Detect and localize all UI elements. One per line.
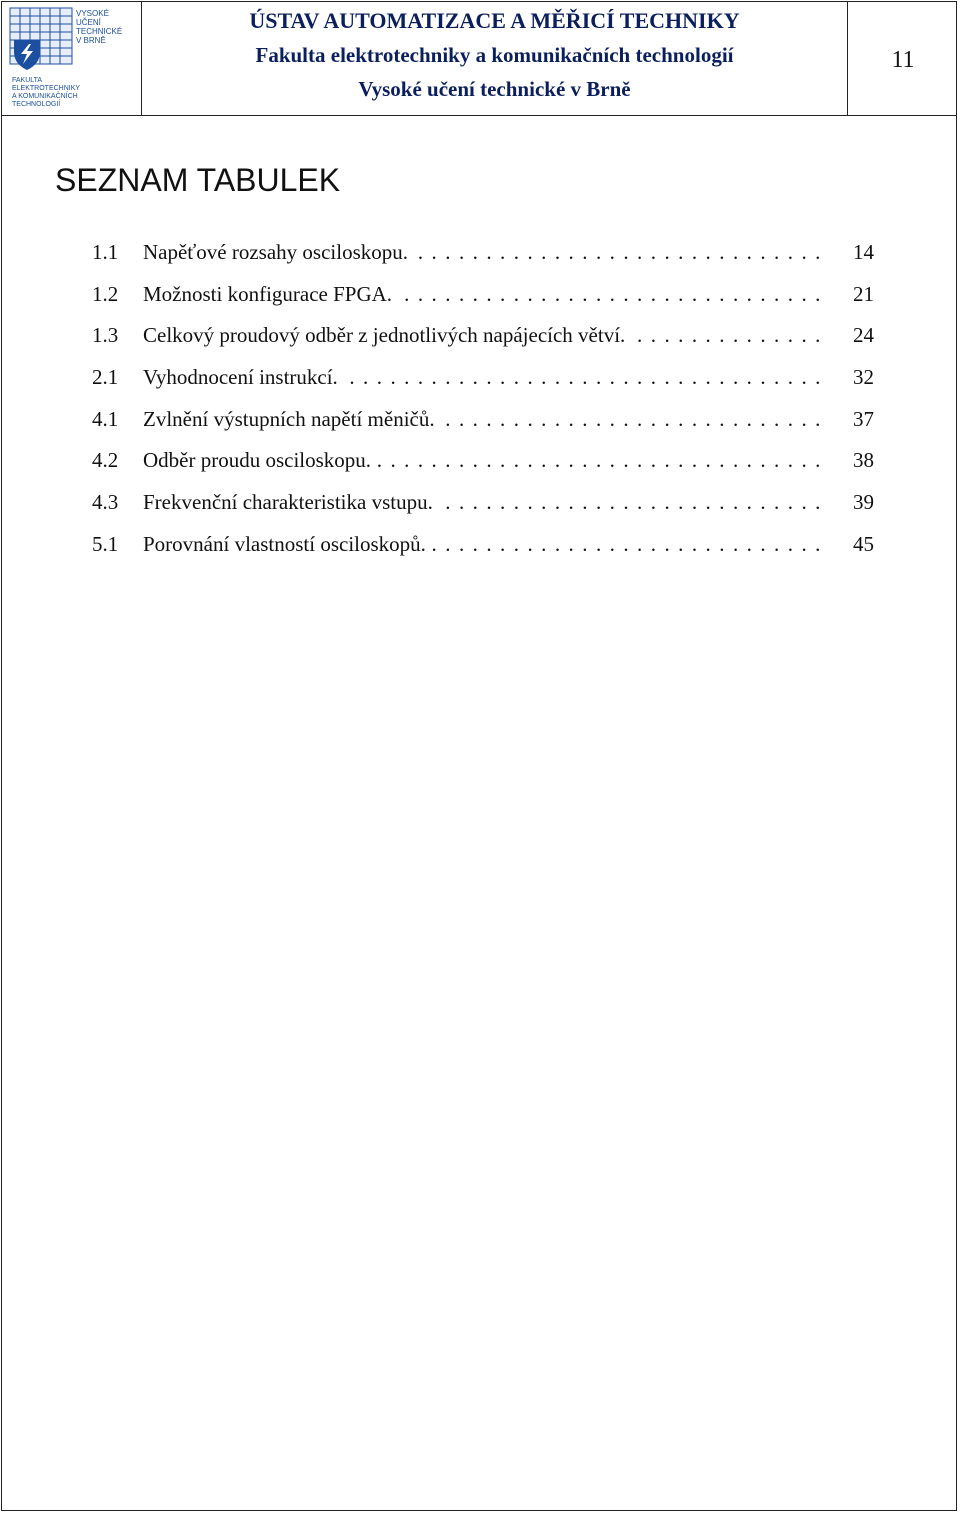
toc-entry[interactable]: [92, 360, 874, 402]
page-number-cell: [848, 2, 958, 115]
faculty-name: Fakulta elektrotechniky a komunikačních technologií: [255, 43, 734, 67]
toc-entry-title: Napěťové rozsahy osciloskopu.: [143, 240, 412, 264]
toc-entry-title: Celkový proudový odběr z jednotlivých napájecích větví.: [143, 323, 629, 347]
toc-entry-page: 37: [853, 406, 874, 431]
toc-entry-title: Zvlnění výstupních napětí měničů.: [143, 407, 439, 431]
toc-entry-leader: [143, 277, 822, 311]
page-number: 11: [891, 47, 915, 73]
page-header: [2, 2, 956, 116]
university-name: Vysoké učení technické v Brně: [358, 77, 631, 101]
toc-entry-number: 4.2: [92, 448, 119, 473]
toc-entry-title: Frekvenční charakteristika vstupu.: [143, 490, 437, 514]
svg-text:A KOMUNIKAČNÍCH: A KOMUNIKAČNÍCH: [12, 93, 78, 100]
vut-feec-logo-icon: [2, 2, 141, 115]
toc-entry-number: 1.3: [92, 323, 119, 348]
list-of-tables: [92, 235, 874, 569]
toc-entry-leader: [143, 527, 822, 561]
toc-entry-number: 4.1: [92, 406, 119, 431]
toc-entry-leader: [143, 443, 822, 477]
toc-entry-title: Možnosti konfigurace FPGA.: [143, 282, 396, 306]
toc-entry-page: 39: [853, 490, 874, 515]
toc-entry[interactable]: [92, 318, 874, 360]
toc-entry-number: 2.1: [92, 365, 119, 390]
toc-entry-title: Porovnání vlastností osciloskopů.: [143, 532, 430, 556]
svg-text:V BRNĚ: V BRNĚ: [76, 36, 106, 45]
toc-entry[interactable]: [92, 485, 874, 527]
toc-entry-page: 24: [853, 323, 874, 348]
page-title: SEZNAM TABULEK: [55, 162, 341, 198]
toc-entry-leader: [143, 485, 822, 519]
institute-name: ÚSTAV AUTOMATIZACE A MĚŘICÍ TECHNIKY: [249, 8, 740, 33]
toc-entry[interactable]: [92, 235, 874, 277]
toc-entry[interactable]: [92, 527, 874, 569]
toc-entry-page: 14: [853, 240, 874, 264]
svg-text:FAKULTA: FAKULTA: [12, 77, 43, 84]
toc-entry-title: Odběr proudu osciloskopu.: [143, 448, 375, 472]
toc-entry-number: 4.3: [92, 490, 119, 515]
toc-entry-page: 45: [853, 531, 874, 556]
toc-entry-page: 21: [853, 281, 874, 306]
toc-entry-leader: [143, 402, 822, 436]
toc-entry-leader: [143, 318, 822, 352]
document-page: [1, 1, 957, 1511]
svg-text:ELEKTROTECHNIKY: ELEKTROTECHNIKY: [12, 85, 81, 92]
toc-entry[interactable]: [92, 443, 874, 485]
svg-text:UČENÍ: UČENÍ: [76, 18, 101, 27]
toc-entry-leader: [143, 235, 822, 269]
toc-entry-number: 1.1: [92, 240, 119, 264]
logo-cell: [2, 2, 142, 115]
toc-entry-page: 32: [853, 365, 874, 390]
svg-text:TECHNICKÉ: TECHNICKÉ: [76, 27, 123, 36]
toc-entry-page: 38: [853, 448, 874, 473]
toc-entry-title: Vyhodnocení instrukcí.: [143, 365, 342, 389]
header-title-cell: [142, 2, 848, 115]
toc-entry-number: 5.1: [92, 531, 119, 556]
toc-entry-leader: [143, 360, 822, 394]
svg-text:VYSOKÉ: VYSOKÉ: [76, 9, 109, 18]
toc-entry[interactable]: [92, 402, 874, 444]
toc-entry[interactable]: [92, 277, 874, 319]
toc-entry-number: 1.2: [92, 281, 119, 306]
svg-text:TECHNOLOGIÍ: TECHNOLOGIÍ: [12, 101, 61, 108]
